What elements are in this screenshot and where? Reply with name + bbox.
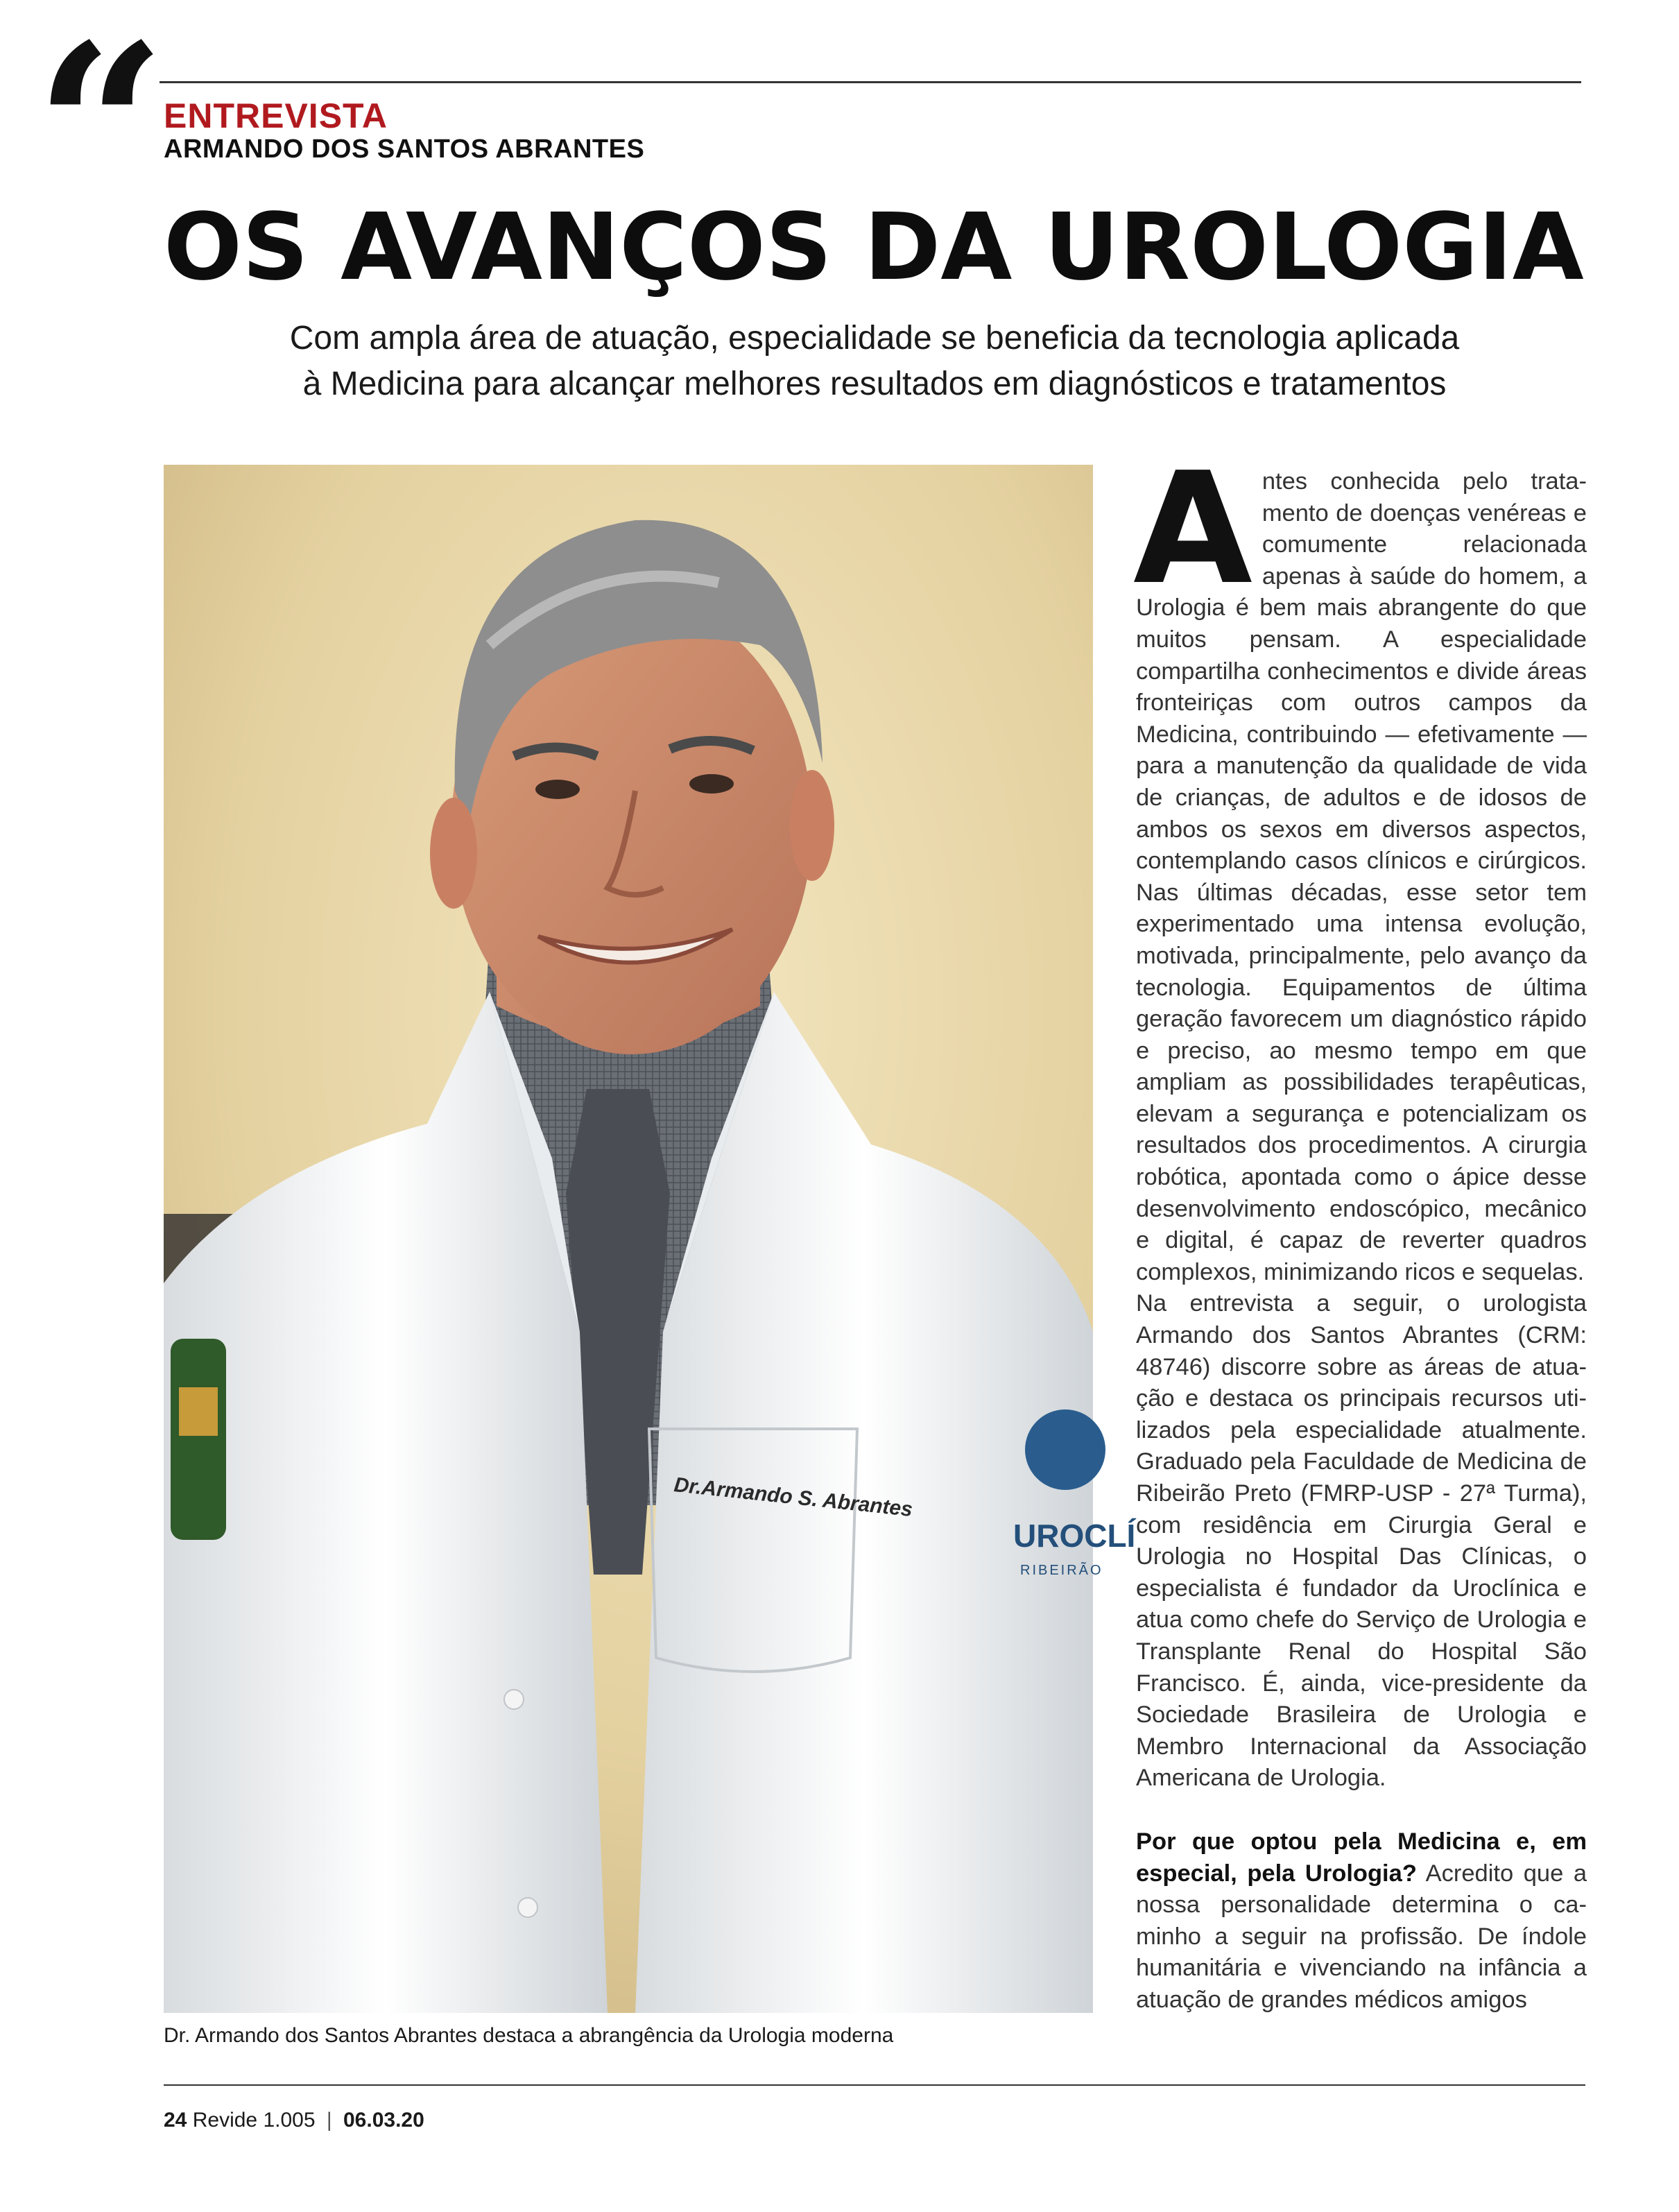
article-intro	[1133, 440, 1587, 1288]
footer-separator: |	[326, 2109, 332, 2132]
question-text: Por que optou pela Medicina e, em especial, pela Urologia?	[1136, 1828, 1587, 1887]
section-label: ENTREVISTA	[164, 96, 388, 135]
opening-quote-mark: “	[35, 0, 166, 263]
drop-cap: A	[1133, 440, 1252, 619]
magazine-issue: Revide 1.005	[192, 2109, 316, 2132]
article-body	[1133, 440, 1587, 2016]
photo-caption: Dr. Armando dos Santos Abrantes destaca a abrangência da Urologia moderna	[164, 2024, 894, 2047]
uroclinica-logo	[1025, 1409, 1105, 1490]
subtitle-line-1: Com ampla área de atuação, especialidade se beneficia da tecnologia aplicada	[289, 320, 1460, 357]
university-badge	[171, 1339, 226, 1540]
article-paragraph-2: Na entrevista a seguir, o urologista Armando dos Santos Abrantes (CRM: 48746) discorre sobre as áreas de atuação e destaca os principais recursos utilizados pela especialidade atualmente. Graduado pela Faculdade de Medicina de Ribeirão Preto (FMRP-USP - 27ª Turma), com residência em Cirurgia Geral e Urologia no Hospital Das Clínicas, o especialista é fundador da Uroclínica e atua como chefe do Serviço de Urologia e Transplante Renal do Hospital São Francisco. É, ainda, vice-presidente da Sociedade Brasileira de Urologia e Membro Internacional da Associação Americana de Urologia.	[1136, 1290, 1587, 1792]
issue-date: 06.03.20	[343, 2109, 424, 2132]
page-footer	[164, 2109, 424, 2132]
page-number: 24	[164, 2109, 187, 2132]
coat-name-embroidery: Dr.Armando S. Abrantes	[673, 1473, 914, 1522]
subtitle	[164, 316, 1585, 407]
headline: OS AVANÇOS DA UROLOGIA	[164, 194, 1584, 301]
portrait-photo	[164, 465, 1136, 2013]
answer-text: Acredito que a nossa personalidade determina o caminho a seguir na profissão. De índole humanitária e vivenciando na infância a atuação de grandes médicos amigos	[1136, 1860, 1587, 2013]
subtitle-line-2: à Medicina para alcançar melhores resultados em diagnósticos e tratamentos	[302, 366, 1447, 402]
article-intro-text: ntes conhecida pelo tratamento de doenças venéreas e comumente relacionada apenas à saúde do homem, a Urologia é bem mais abrangente do que muitos pensam. A especialidade compartilha conhecimentos e divide áreas fronteiriças com outros campos da Medicina, contribuindo — efetivamente — para a manutenção da qualidade de vida de crianças, de adultos e de idosos de ambos os sexos em diversos aspectos, contemplando casos clínicos e cirúrgicos. Nas últimas décadas, esse setor tem experimentado uma intensa evolução, motivada, principalmente, pelo avanço da tecnologia. Equipamentos de última geração favorecem um diagnóstico rápido e preciso, ao mesmo tempo em que ampliam as possibilidades terapêuticas, elevam a segurança e potencializam os resultados dos procedimentos. A cirurgia robótica, apontada como o ápice desse desenvolvimento endoscópico, mecânico e digital, é capaz de reverter quadros complexos, minimizando ricos e sequelas.	[1136, 468, 1587, 1285]
interviewee-name: ARMANDO DOS SANTOS ABRANTES	[164, 135, 645, 164]
uroclinica-logo-subtext: RIBEIRÃO	[1020, 1563, 1103, 1578]
top-rule	[160, 81, 1581, 83]
bottom-rule	[164, 2084, 1585, 2086]
interview-question	[1136, 1826, 1587, 2016]
uroclinica-logo-text: UROCLÍ	[1013, 1518, 1136, 1554]
